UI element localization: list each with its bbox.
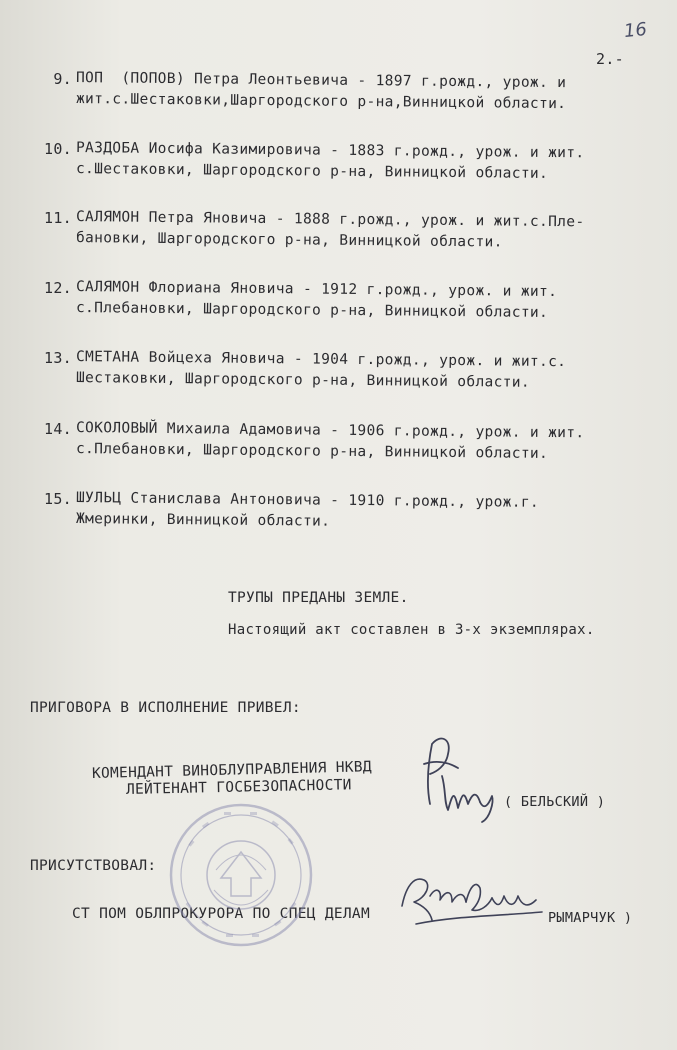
executed-by-heading: ПРИГОВОРА В ИСПОЛНЕНИЕ ПРИВЕЛ: (30, 700, 301, 716)
copies-statement: Настоящий акт составлен в 3-х экземплярах. (228, 622, 595, 638)
entry-line-1: САЛЯМОН Флориана Яновича - 1912 г.рожд., урож. и жит. (75, 279, 558, 301)
present-heading: ПРИСУТСТВОВАЛ: (30, 858, 157, 874)
entry-line-1: ШУЛЬЦ Станислава Антоновича - 1910 г.рожд., урож.г. (75, 490, 540, 511)
entry-number: 15. (44, 490, 72, 508)
buried-statement: ТРУПЫ ПРЕДАНЫ ЗЕМЛЕ. (228, 590, 409, 606)
entry-line-2: Жмеринки, Винницкой области. (75, 511, 331, 530)
entry-number: 12. (44, 279, 72, 297)
page-number: 2.- (596, 50, 624, 68)
entry-number: 9. (53, 70, 72, 88)
executor-title-line-2: ЛЕЙТЕНАНТ ГОСБЕЗОПАСНОСТИ (125, 777, 352, 798)
commandant-signature (418, 724, 502, 824)
entry-line-2: с.Плебановки, Шаргородского р-на, Винницкой области. (75, 300, 549, 321)
entry-line-1: СОКОЛОВЫЙ Михаила Адамовича - 1906 г.рожд., урож. и жит. (75, 420, 585, 442)
entry-number: 14. (44, 420, 72, 438)
entry-line-1: ПОП (ПОПОВ) Петра Леонтьевича - 1897 г.рожд., урож. и (75, 70, 567, 92)
entry-line-1: РАЗДОБА Иосифа Казимировича - 1883 г.рожд., урож. и жит. (75, 140, 585, 162)
official-stamp (166, 800, 316, 950)
entry-line-2: с.Плебановки, Шаргородского р-на, Винницкой области. (75, 441, 549, 462)
entry-line-1: САЛЯМОН Петра Яновича - 1888 г.рожд., урож. и жит.с.Пле- (75, 209, 585, 231)
prosecutor-signature (396, 866, 546, 936)
present-title: СТ ПОМ ОБЛПРОКУРОРА ПО СПЕЦ ДЕЛАМ (72, 906, 370, 922)
entry-line-2: жит.с.Шестаковки,Шаргородского р-на,Винницкой области. (75, 91, 567, 113)
entry-number: 13. (44, 349, 72, 367)
entry-number: 11. (44, 209, 72, 227)
executor-title-line-1: КОМЕНДАНТ ВИНОБЛУПРАВЛЕНИЯ НКВД (91, 759, 373, 782)
entry-line-2: бановки, Шаргородского р-на, Винницкой области. (75, 230, 503, 251)
entry-number: 10. (44, 140, 72, 158)
entry-line-1: СМЕТАНА Войцеха Яновича - 1904 г.рожд., урож. и жит.с. (75, 349, 567, 371)
folio-number: 16 (622, 18, 648, 43)
executor-name: ( БЕЛЬСКИЙ ) (504, 794, 606, 810)
entry-line-2: Шестаковки, Шаргородского р-на, Винницкой области. (75, 370, 531, 391)
entry-line-2: с.Шестаковки, Шаргородского р-на, Винницкой области. (75, 161, 549, 182)
present-name: РЫМАРЧУК ) (548, 910, 633, 926)
